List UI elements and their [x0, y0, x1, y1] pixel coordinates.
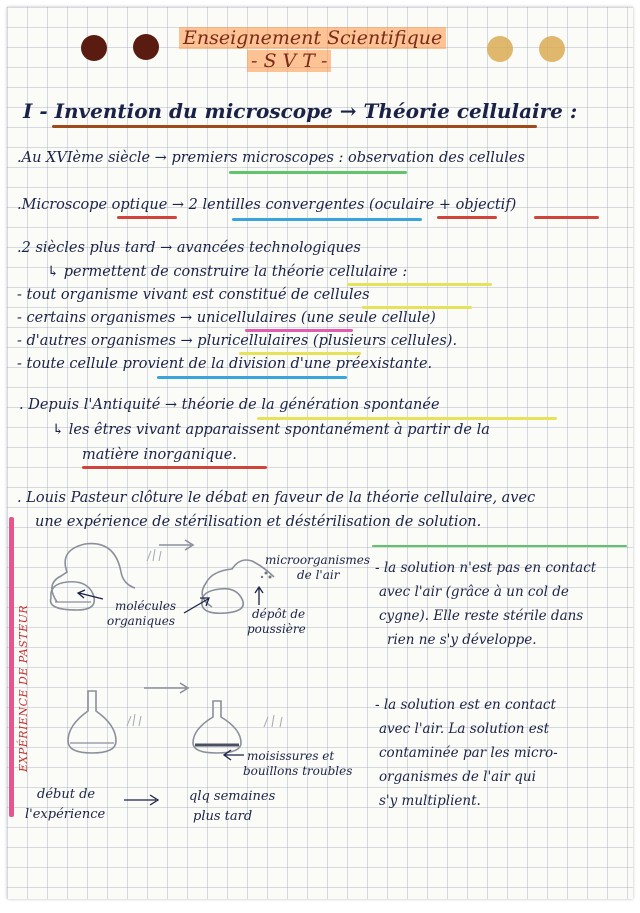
highlight-underline [437, 216, 497, 219]
label-depot [252, 607, 305, 621]
margin-highlight [9, 517, 14, 817]
paragraph-line: une expérience de stérilisation et déstérilisation de solution. [35, 514, 482, 530]
highlight-underline [362, 306, 472, 309]
heat-lines-icon [145, 547, 165, 563]
highlight-underline [239, 352, 361, 355]
label-line: organiques [107, 614, 176, 628]
arrow-icon [222, 749, 246, 761]
heat-lines-icon [125, 712, 145, 728]
binder-hole [487, 36, 513, 62]
paragraph-line: .2 siècles plus tard → avancées technologiques [17, 240, 361, 256]
label-line: l'expérience [25, 807, 106, 822]
label-line: plus tard [193, 809, 253, 824]
label-semaines [193, 809, 252, 824]
note-line: rien ne s'y développe. [387, 632, 537, 648]
note-line: s'y multiplient. [379, 793, 481, 809]
note-line: organismes de l'air qui [379, 769, 536, 785]
highlight-underline [157, 376, 347, 379]
binder-hole [133, 34, 159, 60]
paragraph-line: - toute cellule provient de la division d'une préexistante. [17, 356, 433, 372]
label-microorganismes [265, 553, 370, 567]
arrow-icon [142, 682, 192, 694]
note-line: - la solution est en contact [375, 697, 556, 713]
highlight-underline [245, 329, 353, 332]
experiment-side-label: EXPÉRIENCE DE PASTEUR [17, 604, 30, 772]
binder-hole [539, 36, 565, 62]
label-moisissures [247, 749, 334, 763]
paragraph-line: - d'autres organismes → pluricellulaires (plusieurs cellules). [17, 333, 458, 349]
title-text: Enseignement Scientifique [179, 27, 446, 49]
section-heading: I - Invention du microscope → Théorie cellulaire : [23, 99, 578, 123]
paragraph-line: matière inorganique. [82, 447, 237, 463]
label-debut [25, 807, 105, 822]
highlight-underline [117, 216, 177, 219]
arrow-icon [122, 794, 162, 806]
label-line: microorganismes [265, 553, 371, 567]
label-line: début de [37, 787, 96, 802]
label-microorganismes [297, 568, 339, 582]
note-line: avec l'air (grâce à un col de [379, 584, 569, 600]
label-line: moisissures et [247, 749, 335, 763]
highlight-underline [534, 216, 599, 219]
paragraph-line: ↳ permettent de construire la théorie cellulaire : [47, 264, 408, 280]
highlight-underline [229, 171, 407, 174]
arrow-icon [75, 589, 105, 603]
paragraph-line: . Depuis l'Antiquité → théorie de la génération spontanée [19, 397, 440, 413]
heading-underline [52, 125, 537, 128]
label-moisissures [243, 764, 352, 778]
label-line: poussière [247, 622, 306, 636]
label-semaines [189, 789, 275, 804]
page-title [179, 27, 446, 49]
highlight-underline [232, 218, 422, 221]
note-line: cygne). Elle reste stérile dans [379, 608, 584, 624]
highlight-underline [82, 466, 267, 469]
paragraph-line: . Louis Pasteur clôture le débat en faveur de la théorie cellulaire, avec [17, 490, 536, 506]
paragraph-line: - tout organisme vivant est constitué de cellules [17, 287, 370, 303]
paragraph-line: ↳ les êtres vivant apparaissent spontanément à partir de la [52, 422, 490, 438]
label-line: dépôt de [252, 607, 306, 621]
notebook-page [7, 7, 633, 899]
binder-hole [81, 35, 107, 61]
note-line: contaminée par les micro- [379, 745, 558, 761]
label-line: molécules [115, 599, 177, 613]
label-line: de l'air [297, 568, 340, 582]
highlight-underline [347, 283, 492, 286]
divider-line [372, 545, 627, 547]
flask-contaminated-sketch [187, 697, 247, 757]
label-molecules [115, 599, 176, 613]
subtitle-text: - S V T - [247, 50, 331, 72]
note-line: - la solution n'est pas en contact [375, 560, 597, 576]
note-line: avec l'air. La solution est [379, 721, 550, 737]
label-molecules [107, 614, 175, 628]
label-line: qlq semaines [189, 789, 276, 804]
label-depot [247, 622, 306, 636]
heat-lines-icon [262, 713, 286, 729]
highlight-underline [257, 417, 557, 420]
page-subtitle [247, 50, 331, 72]
arrow-icon [253, 585, 265, 607]
paragraph-line: .Microscope optique → 2 lentilles convergentes (oculaire + objectif) [17, 197, 517, 213]
arrow-icon [182, 595, 212, 615]
paragraph-line: - certains organismes → unicellulaires (une seule cellule) [17, 310, 436, 326]
label-debut [37, 787, 95, 802]
flask-open-sketch [62, 687, 122, 757]
label-line: bouillons troubles [243, 764, 353, 778]
paragraph-line: .Au XVIème siècle → premiers microscopes : observation des cellules [17, 150, 525, 166]
